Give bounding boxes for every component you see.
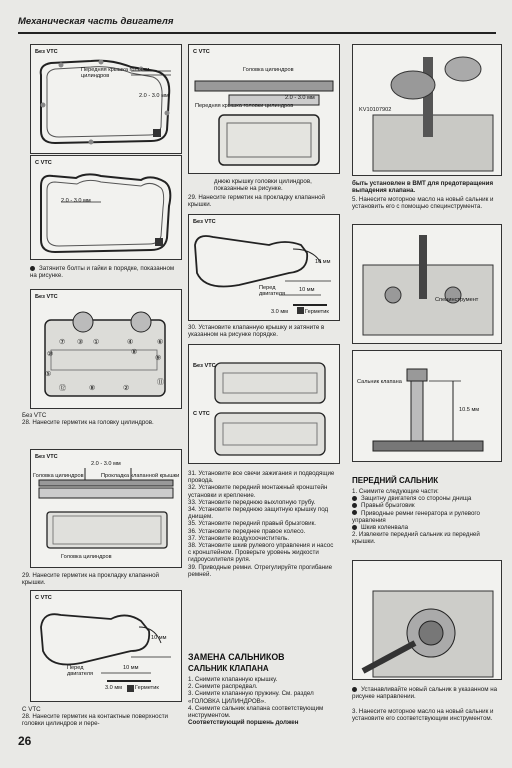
- bullet-text: Защитну двигателя со стороны днища: [361, 495, 472, 503]
- step: 36. Установите переднее правое колесо.: [188, 527, 306, 535]
- header-rule: [18, 32, 496, 34]
- figure-label: Без VTC: [35, 294, 58, 300]
- figure-front-seal-install: [352, 560, 502, 680]
- bolt-number: ⑫: [59, 385, 66, 392]
- middle-cont: днюю крышку головки цилиндров, показанные на рисунке.: [214, 178, 312, 193]
- figure-label: Без VTC: [35, 49, 58, 55]
- bolt-number: ⑩: [47, 351, 54, 358]
- figure-head-cover-vtc: [188, 44, 340, 174]
- sealant-label: Герметик: [135, 685, 159, 691]
- step: 2. Снимите распредвал.: [188, 683, 258, 691]
- valve-seal-steps: [188, 676, 338, 726]
- front-cover-label: Передняя крышка головки цилиндров: [81, 67, 150, 80]
- final-bullet: [352, 686, 502, 700]
- engine-front-label: Перед двигателя: [259, 285, 285, 298]
- bolt-number: ⑤: [45, 371, 52, 378]
- head-label: Головка цилиндров: [33, 473, 84, 479]
- bolt-number: ①: [93, 339, 100, 346]
- step: 34. Установите переднюю защитную крышку под днищем.: [188, 506, 329, 521]
- step-29-left: 29. Нанесите герметик на прокладку клапанной крышки.: [22, 572, 159, 587]
- bolt-number: ⑥: [157, 339, 164, 346]
- cover-bolt-order-drawing: [31, 290, 181, 408]
- valve-seal-drawing: [353, 351, 501, 461]
- head-label-2: Головка цилиндров: [61, 554, 112, 560]
- bolt-number: ②: [123, 385, 130, 392]
- bullet-text: Приводные ремни генератора и рулевого управления: [352, 509, 480, 524]
- special-tool-drawing: [353, 225, 501, 343]
- bullet-icon: [352, 687, 357, 692]
- figure-label: С VTC: [35, 595, 52, 601]
- steps-31-39: [188, 470, 338, 578]
- figure-label: С VTC: [35, 160, 52, 166]
- figure-label: С VTC: [193, 411, 210, 417]
- figure-sealant-head: [30, 449, 182, 568]
- figure-label: С VTC: [193, 49, 210, 55]
- dimension-label: 2.0 - 3.0 мм: [285, 95, 315, 101]
- bolt-number: ⑦: [59, 339, 66, 346]
- section-heading-seals: ЗАМЕНА САЛЬНИКОВ: [188, 652, 285, 662]
- bullet-text: Правый брызговик: [361, 502, 415, 510]
- figure-gasket-no-vtc-2: [188, 214, 340, 321]
- bullet-tighten: [30, 265, 180, 279]
- tool-code: KV10107902: [359, 107, 392, 113]
- bullet-icon: [352, 503, 357, 508]
- step: 4. Снимите сальник клапана соответствующим инструментом.: [188, 704, 324, 720]
- dimension-label: 2.0 - 3.0 мм: [91, 461, 121, 467]
- head-label: Головка цилиндров: [243, 67, 294, 73]
- step: 1. Снимите клапанную крышку.: [188, 676, 278, 683]
- bolt-number: ⑧: [89, 385, 96, 392]
- figure-cover-order: [188, 344, 340, 464]
- front-seal-drawing: [353, 561, 501, 679]
- step: 35. Установите передний правый брызговик.: [188, 520, 317, 528]
- step-3-final: 3. Нанесите моторное масло на новый сальник и установите его соответствующим инструментом.: [352, 708, 494, 723]
- step: 32. Установите передний монтажный кронштейн установки и крепление.: [188, 484, 328, 499]
- dimension-label: 10 мм: [151, 635, 167, 641]
- step: 3. Снимите клапанную пружину. См. раздел «ГОЛОВКА ЦИЛИНДРОВ».: [188, 690, 314, 705]
- sealant-head-drawing: [31, 450, 181, 567]
- step: 39. Приводные ремни. Отрегулируйте прогибание ремней.: [188, 563, 333, 578]
- figure-special-tool: [352, 224, 502, 344]
- page-header: Механическая часть двигателя: [18, 16, 174, 27]
- section-heading-valve-seal: САЛЬНИК КЛАПАНА: [188, 664, 269, 673]
- step-5: 5. Нанесите моторное масло на новый сальник и установить его с помощью специнструмента.: [352, 196, 494, 211]
- bolt-number: ⑪: [157, 379, 164, 386]
- bullet-icon: [352, 510, 357, 515]
- dimension-label: 3.0 мм: [105, 685, 123, 691]
- figure-label: Без VTC: [193, 219, 216, 225]
- gasket-vtc-drawing: [31, 156, 181, 259]
- engine-front-label: Перед двигателя: [67, 665, 93, 678]
- front-seal-steps: [352, 488, 502, 546]
- step: 38. Установите шкив рулевого управления и насос с кронштейном. Проверьте уровень жидкости гидроусилителя руля.: [188, 542, 334, 564]
- section-heading-front-seal: ПЕРЕДНИЙ САЛЬНИК: [352, 476, 439, 485]
- step: 31. Установите все свечи зажигания и подводящие провода.: [188, 470, 335, 485]
- dimension-label: 10 мм: [123, 665, 139, 671]
- bold-continue: быть установлен в ВМТ для предотвращения выпадения клапана.: [352, 180, 494, 195]
- step: 2. Извлеките передний сальник из передней крышки.: [352, 531, 480, 546]
- valve-seal-label: Сальник клапана: [357, 379, 402, 385]
- bolt-number: ④: [127, 339, 134, 346]
- page-number: 26: [18, 734, 32, 748]
- step: 1. Снимите следующие части:: [352, 488, 439, 495]
- gasket-label: Прокладка клапанной крышки: [101, 473, 180, 479]
- dimension-label: 10 мм: [315, 259, 331, 265]
- step: 37. Установите воздухоочиститель.: [188, 534, 290, 542]
- bullet-text: Устанавливайте новый сальник в указанном на рисунке направлении.: [352, 686, 498, 701]
- dimension-label: 2.0 - 3.0 мм: [61, 198, 91, 204]
- bullet-icon: [352, 525, 357, 530]
- bolt-number: ③: [77, 339, 84, 346]
- step-28b: 28. Нанесите герметик на контактные поверхности головки цилиндров и пере-: [22, 713, 168, 728]
- figure-label: Без VTC: [35, 454, 58, 460]
- step: 33. Установите переднюю выхлопную трубу.: [188, 498, 316, 506]
- bullet-icon: [30, 266, 35, 271]
- bullet-text: Затяните болты и гайки в порядке, показанном на рисунке.: [30, 265, 175, 280]
- step-30: 30. Установите клапанную крышку и затяните в указанном на рисунке порядке.: [188, 324, 325, 339]
- gasket-no-vtc-drawing: [189, 215, 339, 320]
- figure-bolt-order-no-vtc: [30, 289, 182, 409]
- bullet-text: Шкив коленвала: [361, 524, 409, 532]
- step-28: 28. Нанесите герметик на головку цилиндров.: [22, 419, 154, 426]
- figure-tool-install: [352, 44, 502, 176]
- label-vtc: С VTC: [22, 706, 41, 713]
- dimension-label: 10 мм: [299, 287, 315, 293]
- dimension-label: 10.5 мм: [459, 407, 480, 413]
- bullet-icon: [352, 496, 357, 501]
- bolt-number: ⑨: [155, 355, 162, 362]
- bolt-number: ⑧: [131, 349, 138, 356]
- dimension-label: 2.0 - 3.0 мм: [139, 93, 169, 99]
- sealant-label: Герметик: [305, 309, 329, 315]
- figure-gasket-sealant-vtc: [30, 590, 182, 702]
- step-29-mid: 29. Нанесите герметик на прокладку клапанной крышки.: [188, 194, 325, 209]
- label-no-vtc: Без VTC: [22, 412, 47, 419]
- special-tool-label: Специнструмент: [435, 297, 479, 303]
- figure-gasket-no-vtc: [30, 44, 182, 154]
- figure-valve-seal-depth: [352, 350, 502, 462]
- dimension-label: 3.0 мм: [271, 309, 289, 315]
- warning-text: Соответствующий поршень должен: [188, 719, 299, 727]
- front-cover-label: Передняя крышка головки цилиндров: [195, 103, 294, 109]
- figure-gasket-vtc: [30, 155, 182, 260]
- figure-label: Без VTC: [193, 363, 216, 369]
